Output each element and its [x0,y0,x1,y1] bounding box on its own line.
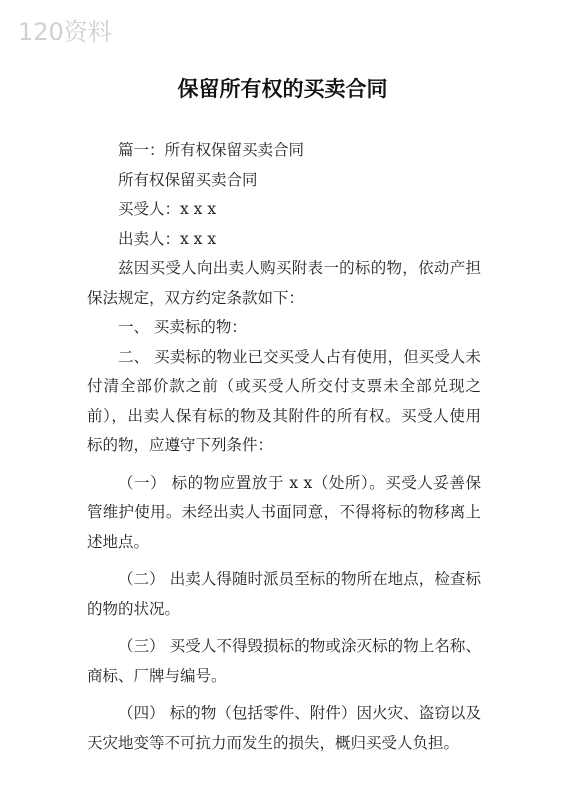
seller-line: 出卖人：x x x [118,229,217,248]
condition-2: （二） 出卖人得随时派员至标的物所在地点，检查标的物的状况。 [87,570,481,618]
clause-2: 二、 买卖标的物业已交买受人占有使用，但买受人未付清全部价款之前（或买受人所交付支票未全部兑现之前），出卖人保有标的物及其附件的所有权。买受人使用标的物，应遵守下列条件： [87,347,481,454]
document-title: 保留所有权的买卖合同 [177,77,388,101]
condition-1: （一） 标的物应置放于 x x（处所）。买受人妥善保管维护使用。未经出卖人书面同意，不得将标的物移离上述地点。 [87,473,481,551]
condition-3: （三） 买受人不得毁损标的物或涂灭标的物上名称、商标、厂牌与编号。 [87,637,481,685]
buyer-line: 买受人：x x x [118,200,217,218]
clause-1: 一、 买卖标的物： [118,318,247,336]
preamble-paragraph: 兹因买受人向出卖人购买附表一的标的物，依动产担保法规定，双方约定条款如下： [87,259,481,307]
condition-4: （四） 标的物（包括零件、附件）因火灾、盗窃以及天灾地变等不可抗力而发生的损失，概归买受人负担。 [87,704,481,752]
watermark: 120资料 [18,18,112,46]
document-body [87,136,481,758]
contract-name: 所有权保留买卖合同 [118,170,258,189]
section-heading: 篇一：所有权保留买卖合同 [118,141,305,159]
